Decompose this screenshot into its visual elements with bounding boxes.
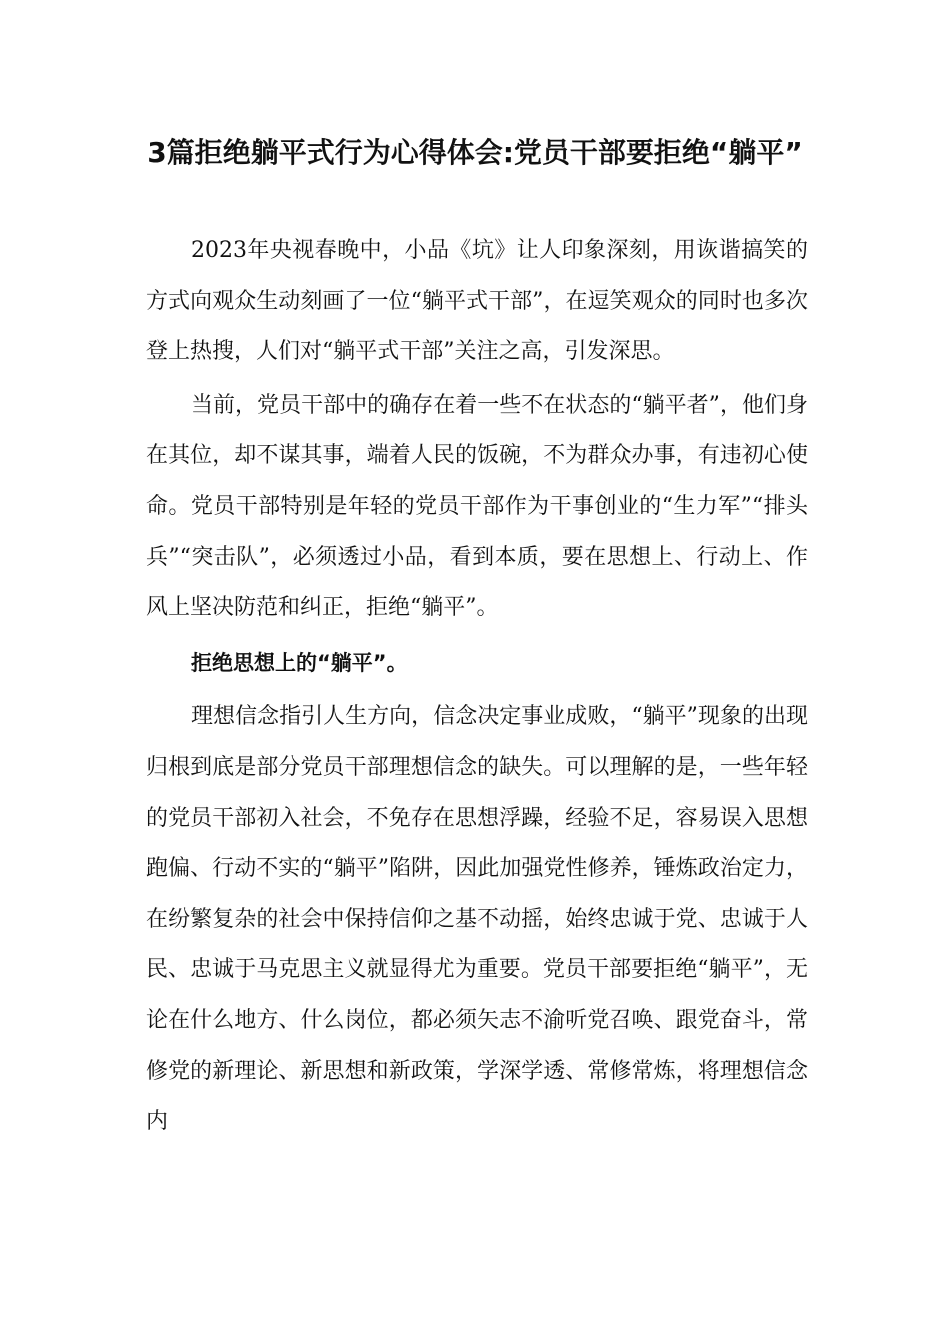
paragraph-intro: 2023年央视春晚中，小品《坑》让人印象深刻，用诙谐搞笑的方式向观众生动刻画了一位“躺平式干部”，在逗笑观众的同时也多次登上热搜，人们对“躺平式干部”关注之高，引发深思。 xyxy=(146,238,808,365)
section-heading: 拒绝思想上的“躺平”。 xyxy=(191,650,408,675)
document-title: 3篇拒绝躺平式行为心得体会:党员干部要拒绝“躺平” xyxy=(147,136,803,169)
paragraph-section-body: 理想信念指引人生方向，信念决定事业成败，“躺平”现象的出现归根到底是部分党员干部理想信念的缺失。可以理解的是，一些年轻的党员干部初入社会，不免存在思想浮躁，经验不足，容易误入思想跑偏、行动不实的“躺平”陷阱，因此加强党性修养，锤炼政治定力，在纷繁复杂的社会中保持信仰之基不动摇，始终忠诚于党、忠诚于人民、忠诚于马克思主义就显得尤为重要。党员干部要拒绝“躺平”，无论在什么地方、什么岗位，都必须矢志不渝听党召唤、跟党奋斗，常修党的新理论、新思想和新政策，学深学透、常修常炼，将理想信念内 xyxy=(146,704,808,1135)
document-body xyxy=(146,226,808,1151)
paragraph-current-situation: 当前，党员干部中的确存在着一些不在状态的“躺平者”，他们身在其位，却不谋其事，端着人民的饭碗，不为群众办事，有违初心使命。党员干部特别是年轻的党员干部作为干事创业的“生力军”“排头兵”“突击队”，必须透过小品，看到本质，要在思想上、行动上、作风上坚决防范和纠正，拒绝“躺平”。 xyxy=(146,392,808,621)
